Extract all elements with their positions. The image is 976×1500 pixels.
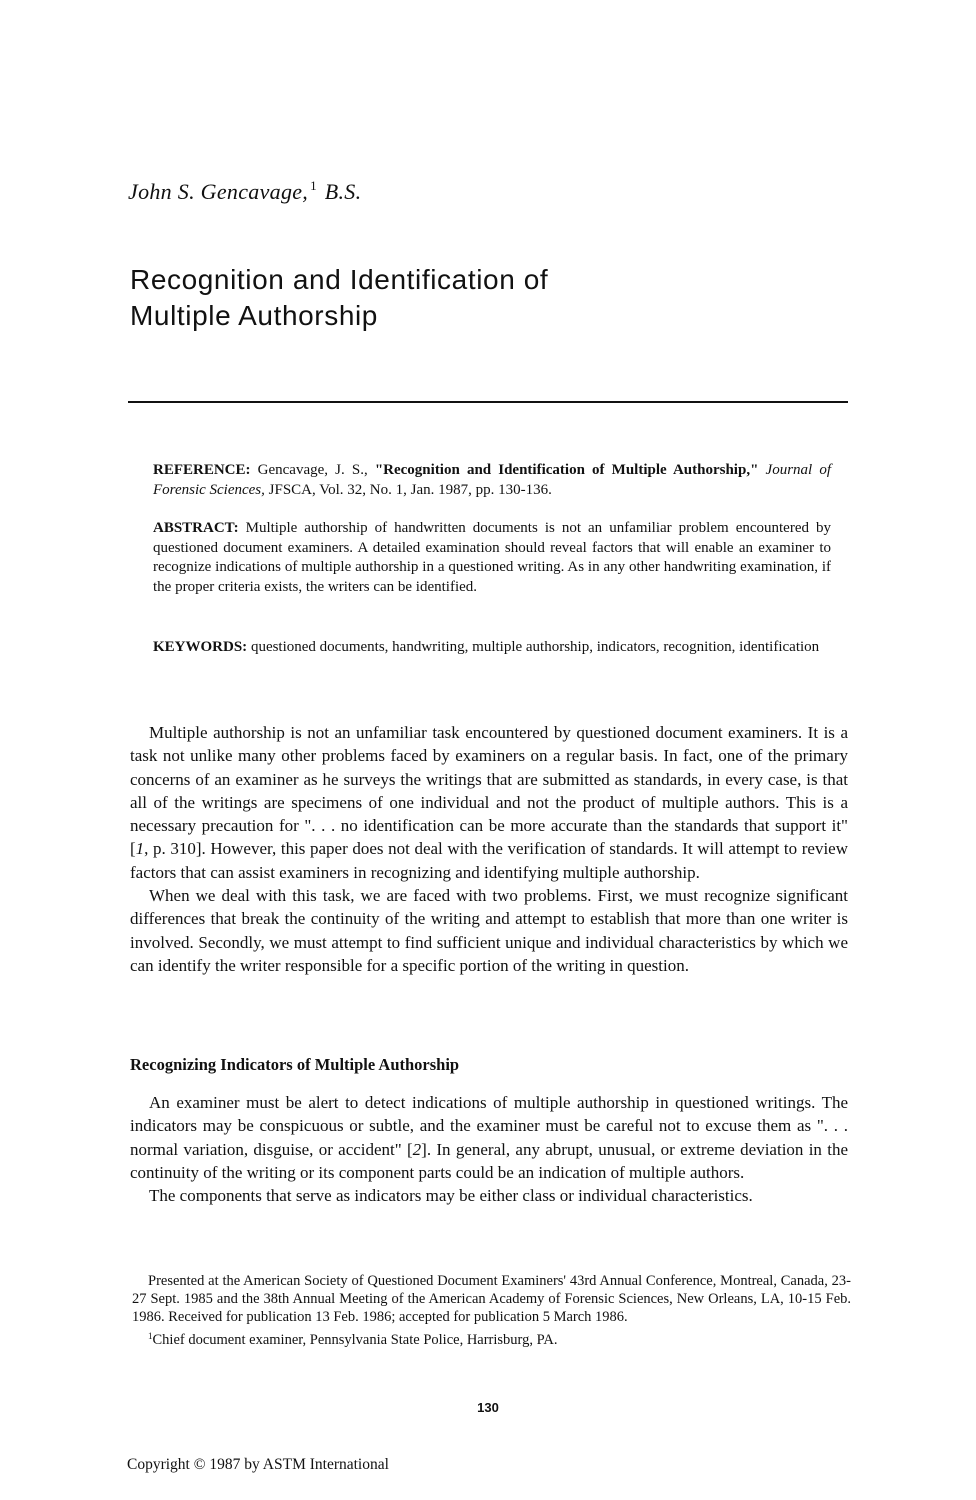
reference-journal: Journal of Forensic Sciences, xyxy=(153,462,831,498)
title-line-1: Recognition and Identification of xyxy=(130,264,549,295)
body-paragraph-4: The components that serve as indicators may be either class or individual characteristics. xyxy=(149,1186,753,1206)
footnote-affiliation xyxy=(132,1327,851,1349)
footnotes xyxy=(132,1272,851,1349)
reference-citation: JFSCA, Vol. 32, No. 1, Jan. 1987, pp. 130-136. xyxy=(268,481,552,498)
author-degree: B.S. xyxy=(324,179,362,204)
author-name: John S. Gencavage, xyxy=(128,179,309,204)
p3-text-b: ]. In general, any abrupt, unusual, or extreme deviation in the continuity of the writing or its component parts could be an indication of multiple authors. xyxy=(130,1139,848,1182)
p1-text-a: Multiple authorship is not an unfamiliar task encountered by questioned document examiners. It is a task not unlike many other problems faced by examiners on a regular basis. In fact, one of the primary concerns of an examiner as he surveys the writings that are submitted as standards, in every case, is that all of the writings are specimens of one individual and not the product of multiple authors. This is a necessary precaution for ". . . no identification can be more accurate than the standards that support it" [ xyxy=(130,723,848,859)
intro-section xyxy=(130,721,848,977)
citation-ref-2: 2 xyxy=(412,1139,422,1159)
paper-title xyxy=(130,262,830,334)
copyright-notice: Copyright © 1987 by ASTM International xyxy=(127,1456,389,1473)
reference-block xyxy=(153,461,831,500)
abstract-label: ABSTRACT: xyxy=(153,520,239,536)
footnote-presented: Presented at the American Society of Questioned Document Examiners' 43rd Annual Conference, Montreal, Canada, 23-27 Sept. 1985 and the 38th Annual Meeting of the American Academy of Forensic Sciences, New Orleans, LA, 10-15 Feb. 1986. Received for publication 13 Feb. 1986; accepted for publication 5 March 1986. xyxy=(132,1273,851,1326)
title-divider xyxy=(128,401,848,403)
page-number: 130 xyxy=(477,1400,499,1415)
abstract-block xyxy=(153,519,831,597)
affiliation-text: Chief document examiner, Pennsylvania State Police, Harrisburg, PA. xyxy=(152,1331,558,1348)
author-footnote-mark: 1 xyxy=(310,178,317,193)
keywords-label: KEYWORDS: xyxy=(153,639,248,655)
body-paragraph-2: When we deal with this task, we are faced with two problems. First, we must recognize significant differences that break the continuity of the writing and attempt to establish that more than one writer is involved. Secondly, we must attempt to find sufficient unique and individual characteristics by which we can identify the writer responsible for a specific portion of the writing in question. xyxy=(130,886,848,975)
author-line xyxy=(128,178,361,205)
indicators-section xyxy=(130,1091,848,1207)
abstract-text: Multiple authorship of handwritten documents is not an unfamiliar problem encountered by questioned document examiners. A detailed examination should reveal factors that will enable an examiner to recognize indications of multiple authorship in a questioned writing. As in any other handwriting examination, if the proper criteria exists, the writers can be identified. xyxy=(153,520,832,595)
p1-text-b: , p. 310]. However, this paper does not deal with the verification of standards. It will attempt to review factors that can assist examiners in recognizing and identifying multiple authorship. xyxy=(130,839,848,882)
citation-ref-1: 1 xyxy=(135,839,145,859)
section-heading: Recognizing Indicators of Multiple Authorship xyxy=(130,1055,460,1074)
body-paragraph-3 xyxy=(130,1091,848,1184)
reference-label: REFERENCE: xyxy=(153,462,251,478)
reference-authors: Gencavage, J. S., xyxy=(257,462,368,478)
body-paragraph-1 xyxy=(130,721,848,884)
title-line-2: Multiple Authorship xyxy=(130,300,378,331)
p3-text-a: An examiner must be alert to detect indications of multiple authorship in questioned writings. The indicators may be conspicuous or subtle, and the examiner must be careful not to excuse them as ". . . normal variation, disguise, or accident" [ xyxy=(130,1093,848,1159)
affiliation-mark: 1 xyxy=(148,1330,153,1341)
keywords-block xyxy=(153,638,831,658)
reference-article-title: "Recognition and Identification of Multiple Authorship," xyxy=(374,462,759,478)
keywords-text: questioned documents, handwriting, multiple authorship, indicators, recognition, identification xyxy=(250,639,820,655)
